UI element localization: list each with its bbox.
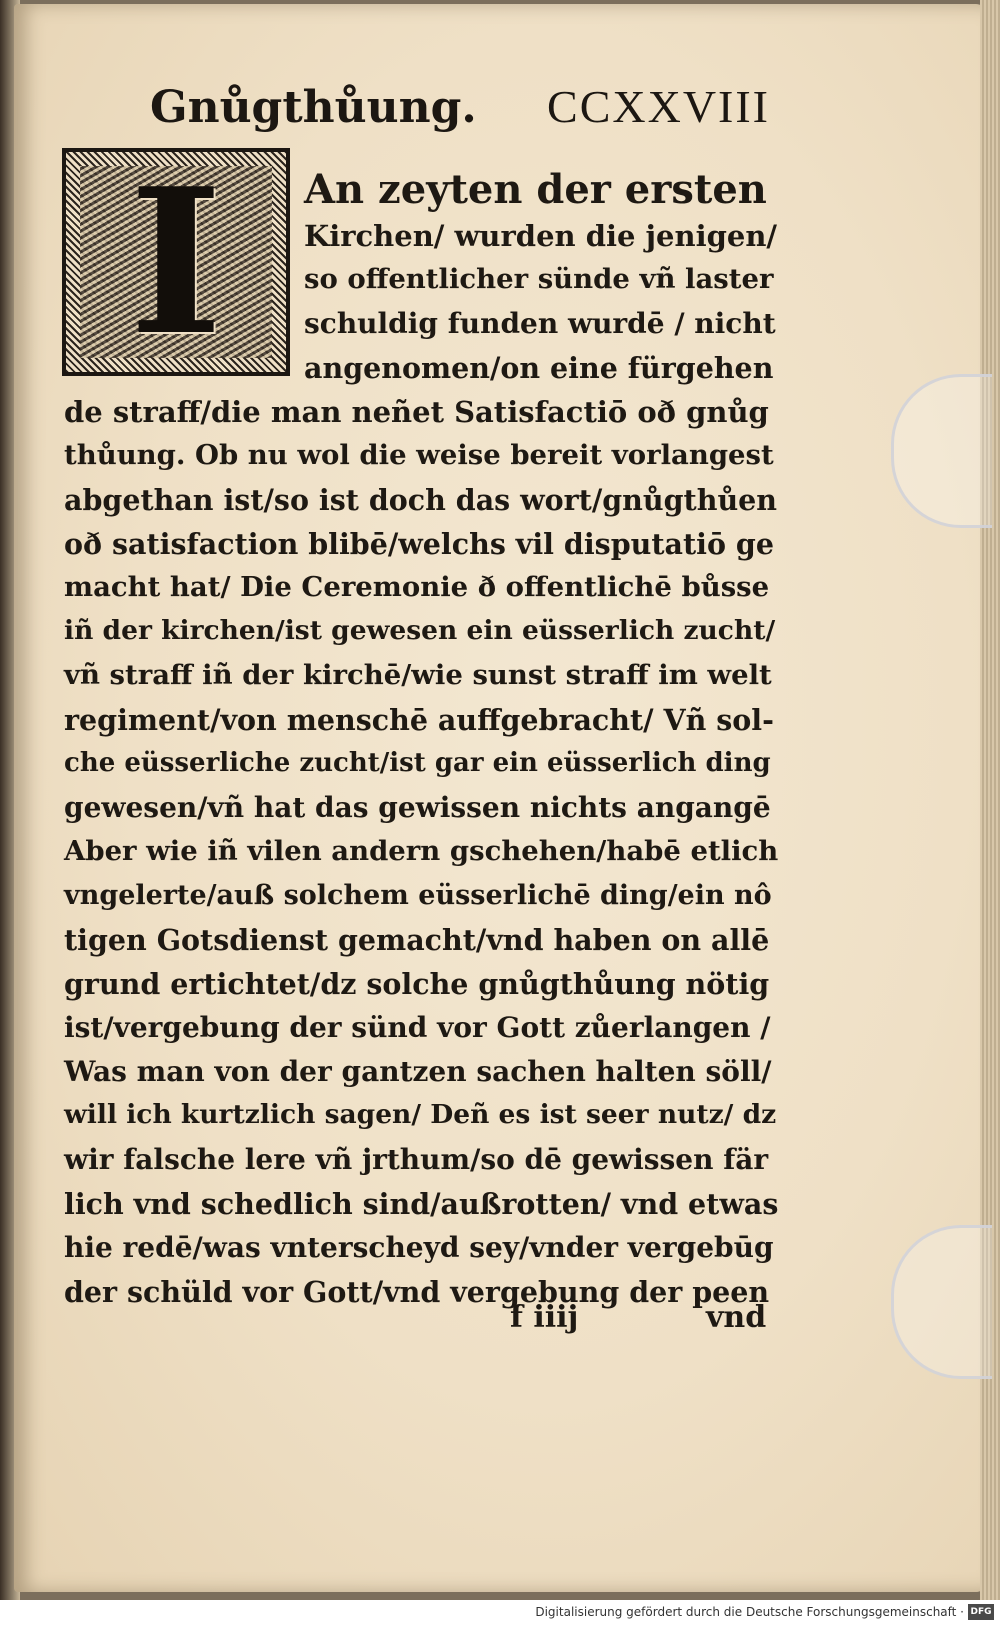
decorated-initial bbox=[62, 144, 290, 380]
footer-bar bbox=[0, 1600, 1000, 1627]
running-head bbox=[150, 80, 770, 140]
text-line: che eüsserliche zucht/ist gar ein eüsserlich ding bbox=[64, 748, 771, 778]
funding-credit: Digitalisierung gefördert durch die Deutsche Forschungsgemeinschaft · bbox=[535, 1605, 964, 1619]
text-line: Kirchen/ wurden die jenigen/ bbox=[304, 219, 777, 253]
dfg-logo-icon: DFG bbox=[968, 1604, 994, 1620]
text-line: iñ der kirchen/ist gewesen ein eüsserlich zucht/ bbox=[64, 615, 776, 646]
text-line: vñ straff iñ der kirchē/wie sunst straff im welt bbox=[64, 659, 772, 691]
text-line: wir falsche lere vñ jrthum/so dē gewissen fär bbox=[64, 1143, 769, 1176]
text-line: oð satisfaction blibē/welchs vil disputatiō ge bbox=[64, 527, 774, 561]
text-line: regiment/von menschē auffgebracht/ Vñ sol- bbox=[64, 703, 774, 737]
text-line: Aber wie iñ vilen andern gschehen/habē etlich bbox=[64, 835, 779, 867]
folio-number: CCXXVIII bbox=[547, 81, 770, 132]
text-line: grund ertichtet/dz solche gnůgthůung nötig bbox=[64, 967, 770, 1001]
signature-mark: f iiij bbox=[510, 1300, 579, 1335]
text-line: abgethan ist/so ist doch das wort/gnůgthůen bbox=[64, 483, 778, 517]
text-line: tigen Gotsdienst gemacht/vnd haben on allē bbox=[64, 923, 770, 957]
initial-letter: I bbox=[129, 144, 223, 380]
running-title: Gnůgthůung. bbox=[150, 82, 477, 133]
text-line: vngelerte/auß solchem eüsserlichē ding/ein nô bbox=[64, 880, 772, 911]
text-line: schuldig funden wurdē / nicht bbox=[304, 307, 776, 340]
text-line: macht hat/ Die Ceremonie ð offentlichē bůsse bbox=[64, 571, 770, 603]
text-line: angenomen/on eine fürgehen bbox=[304, 351, 774, 385]
text-line: ist/vergebung der sünd vor Gott zůerlangen / bbox=[64, 1011, 771, 1044]
text-line: de straff/die man neñet Satisfactiō oð gnůg bbox=[64, 395, 769, 429]
text-line: gewesen/vñ hat das gewissen nichts angangē bbox=[64, 791, 771, 824]
text-line: so offentlicher sünde vñ laster bbox=[304, 263, 774, 295]
catchword: vnd bbox=[706, 1300, 767, 1335]
text-line: An zeyten der ersten bbox=[304, 166, 767, 213]
text-line: thůung. Ob nu wol die weise bereit vorlangest bbox=[64, 439, 774, 471]
text-line: hie redē/was vnterscheyd sey/vnder vergebūg bbox=[64, 1231, 774, 1264]
text-line: will ich kurtzlich sagen/ Deñ es ist seer nutz/ dz bbox=[64, 1099, 777, 1130]
text-line: Was man von der gantzen sachen halten söll/ bbox=[64, 1055, 772, 1088]
text-line: der schüld vor Gott/vnd vergebung der peen bbox=[64, 1275, 770, 1309]
text-line: lich vnd schedlich sind/außrotten/ vnd etwas bbox=[64, 1187, 779, 1221]
